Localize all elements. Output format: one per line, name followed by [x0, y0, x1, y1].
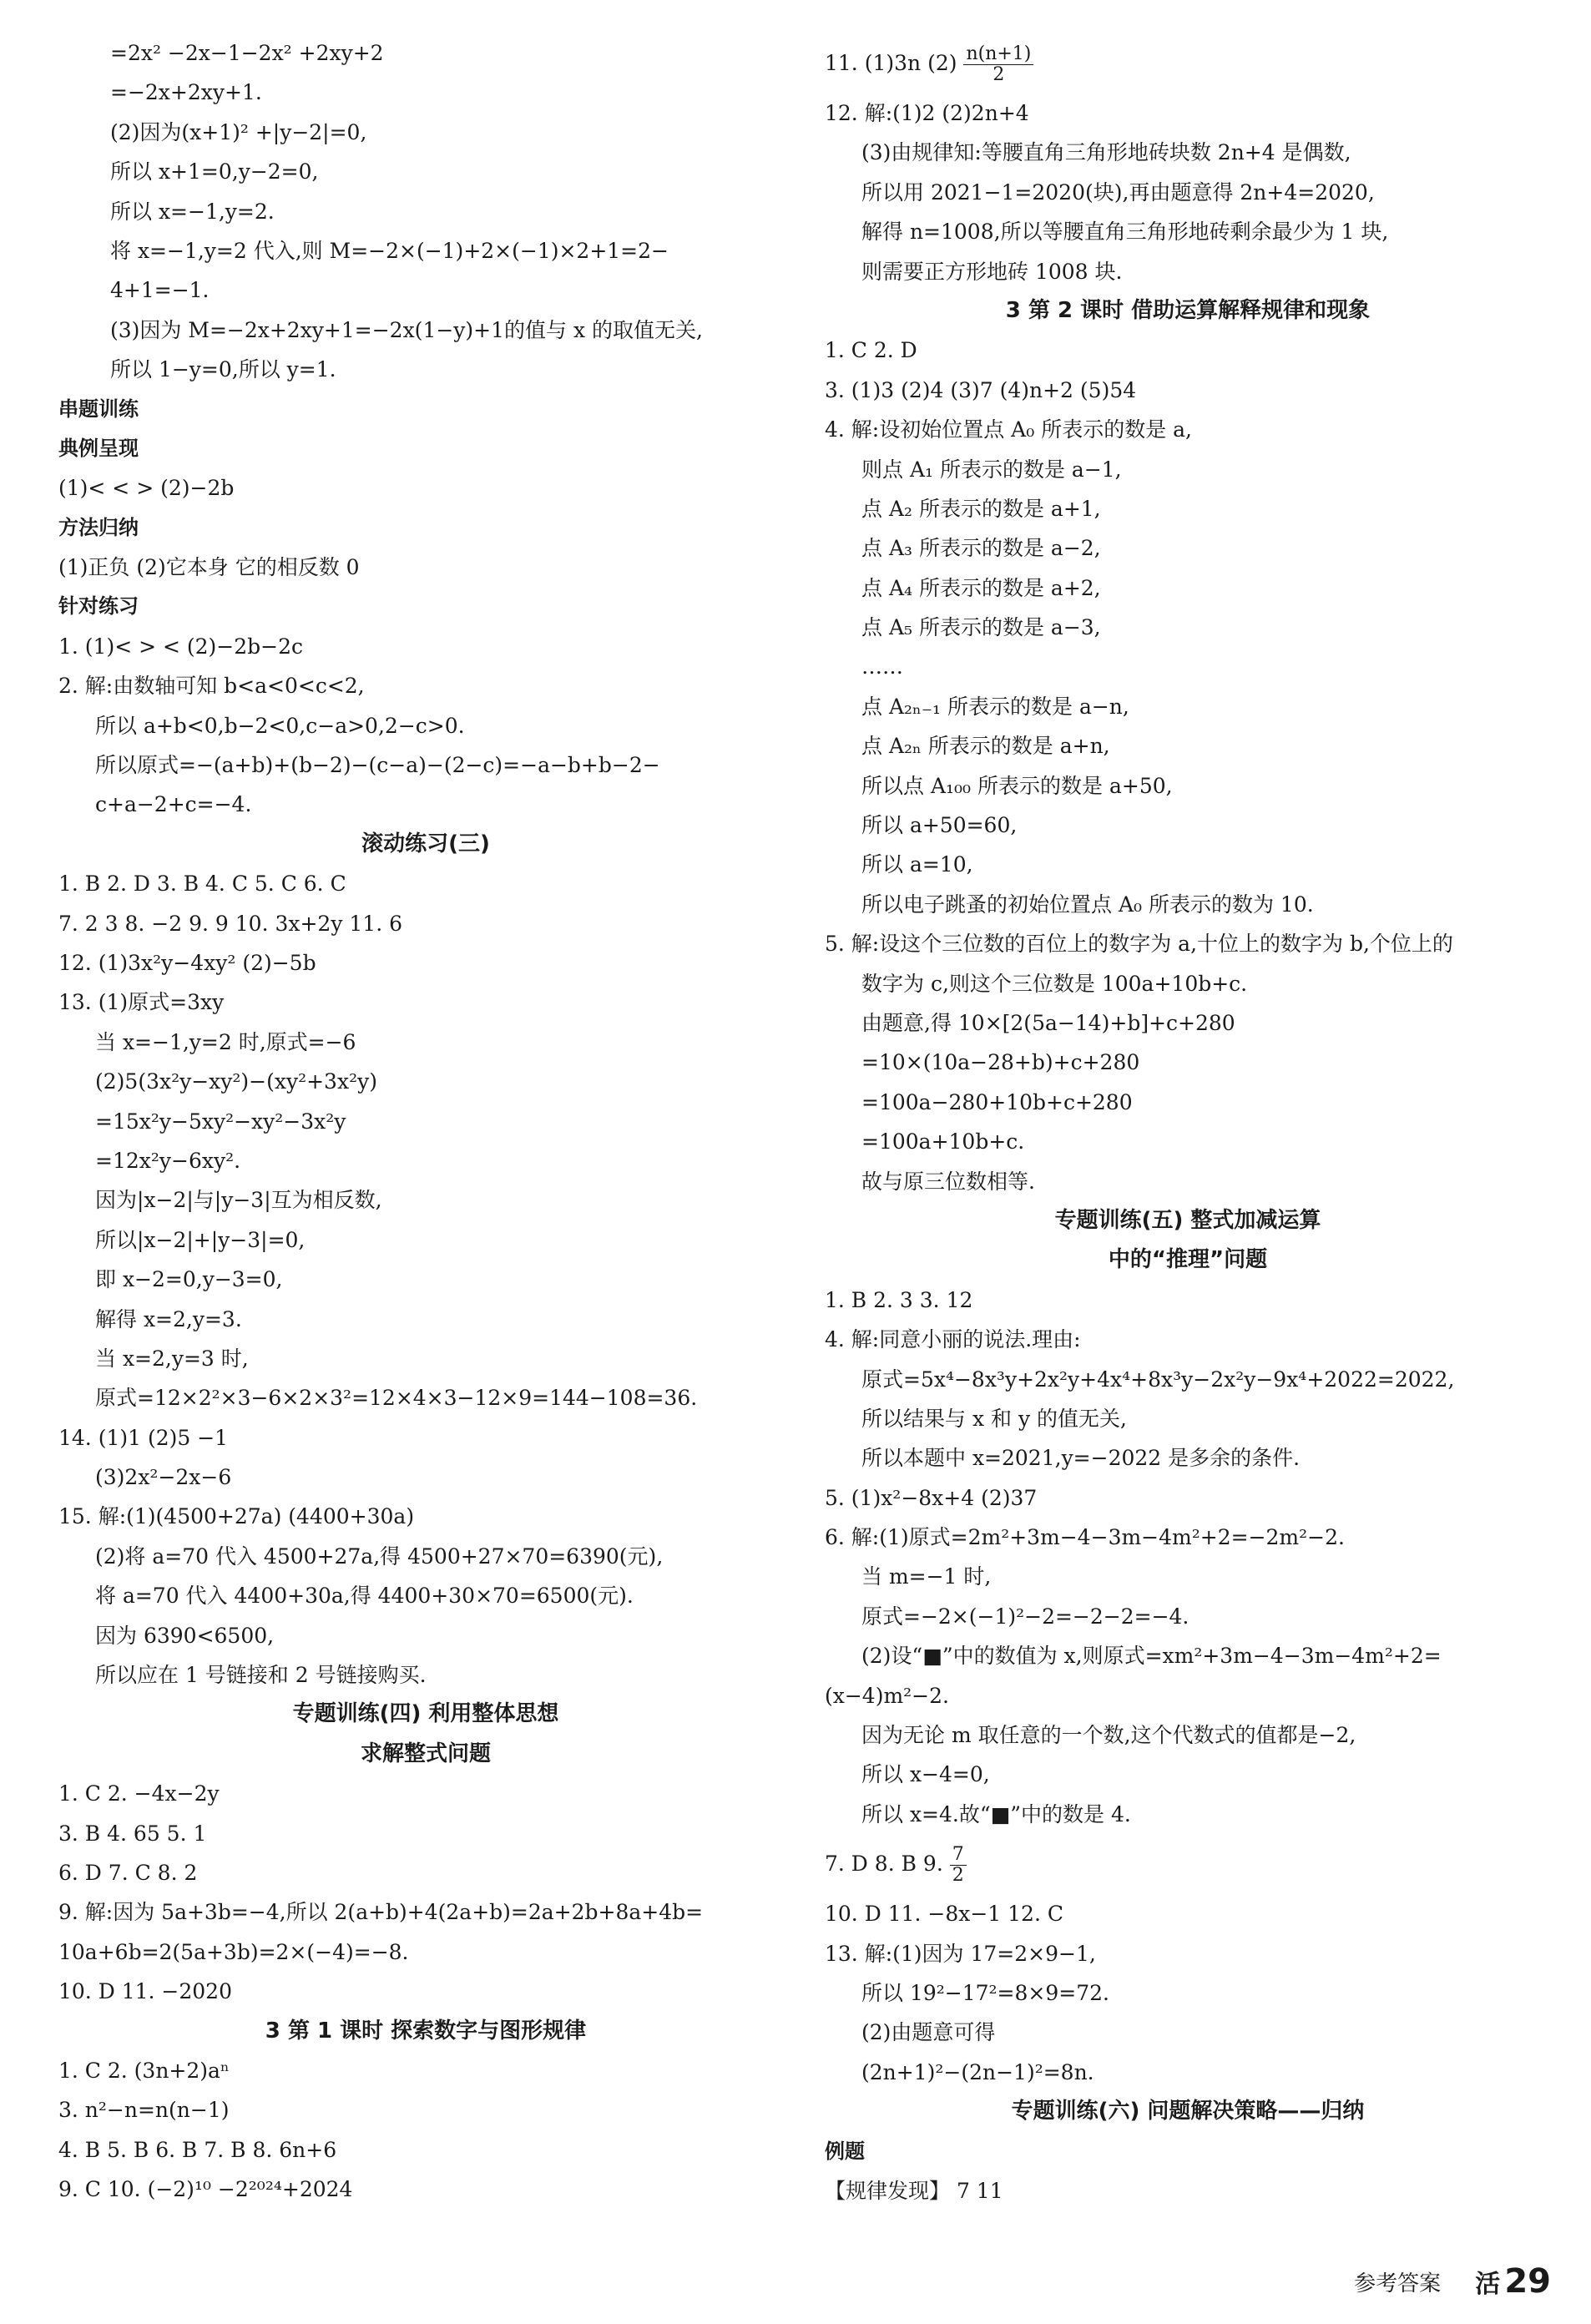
footer-brand: 活 [1475, 2270, 1501, 2299]
text-line: 即 x−2=0,y−3=0, [95, 1267, 283, 1292]
text-line: =15x²y−5xy²−xy²−3x²y [95, 1109, 346, 1134]
answer-item: 9. 解:因为 5a+3b=−4,所以 2(a+b)+4(2a+b)=2a+2b+8a+4b= [58, 1900, 704, 1925]
text-line: 所以 a+b<0,b−2<0,c−a>0,2−c>0. [95, 713, 465, 738]
answer-item: 7. 2 3 8. −2 9. 9 10. 3x+2y 11. 6 [58, 911, 402, 936]
text-line: 所以 a=10, [861, 852, 973, 877]
text-line: =−2x+2xy+1. [110, 80, 262, 105]
text-line: 原式=12×2²×3−6×2×3²=12×4×3−12×9=144−108=36. [95, 1386, 698, 1411]
section-heading: 专题训练(五) 整式加减运算 [1054, 1207, 1321, 1233]
text-line: =10×(10a−28+b)+c+280 [861, 1050, 1140, 1075]
answer-item: 1. C 2. (3n+2)aⁿ [58, 2058, 230, 2083]
text-line: 当 x=2,y=3 时, [95, 1346, 249, 1371]
text-line: 所以用 2021−1=2020(块),再由题意得 2n+4=2020, [861, 179, 1375, 205]
answer-item [825, 1834, 1551, 1894]
answer-item: 3. (1)3 (2)4 (3)7 (4)n+2 (5)54 [825, 377, 1137, 402]
answer-item: 14. (1)1 (2)5 −1 [58, 1425, 229, 1450]
text-line: 所以|x−2|+|y−3|=0, [95, 1227, 306, 1252]
text-line: 因为无论 m 取任意的一个数,这个代数式的值都是−2, [861, 1723, 1356, 1748]
answer-item: 4. 解:设初始位置点 A₀ 所表示的数是 a, [825, 417, 1192, 442]
text-line: 点 A₅ 所表示的数是 a−3, [861, 615, 1101, 640]
section-heading: 求解整式问题 [360, 1740, 491, 1766]
answer-item: 10. D 11. −2020 [58, 1979, 232, 2004]
page-number: 29 [1504, 2262, 1551, 2301]
text-line: (2)5(3x²y−xy²)−(xy²+3x²y) [95, 1069, 377, 1094]
text-line: 所以 x=4.故“■”中的数是 4. [861, 1801, 1131, 1826]
answer-item: 2. 解:由数轴可知 b<a<0<c<2, [58, 674, 365, 699]
fraction-denominator: 2 [992, 64, 1005, 85]
text-line: (2)设“■”中的数值为 x,则原式=xm²+3m−4−3m−4m²+2= [861, 1644, 1442, 1669]
answer-item: 3. B 4. 65 5. 1 [58, 1821, 207, 1846]
section-heading: 3 第 2 课时 借助运算解释规律和现象 [1005, 297, 1371, 323]
text-line: =2x² −2x−1−2x² +2xy+2 [110, 41, 384, 65]
section-label: 方法归纳 [58, 515, 139, 539]
fraction-denominator: 2 [952, 1865, 964, 1887]
answer-item-text: 7. D 8. B 9. [825, 1852, 950, 1877]
text-line: 点 A₂ₙ₋₁ 所表示的数是 a−n, [861, 694, 1129, 719]
text-line: 因为|x−2|与|y−3|互为相反数, [95, 1188, 382, 1213]
text-line: 所以 a+50=60, [861, 813, 1018, 838]
section-heading: 3 第 1 课时 探索数字与图形规律 [265, 2018, 587, 2044]
answer-item: 15. 解:(1)(4500+27a) (4400+30a) [58, 1504, 415, 1529]
section-heading: 中的“推理”问题 [1108, 1247, 1268, 1273]
fraction-numerator: n(n+1) [963, 44, 1033, 65]
text-line: 4+1=−1. [110, 278, 210, 303]
text-line: 当 m=−1 时, [861, 1564, 992, 1589]
fraction [950, 1845, 967, 1886]
page-footer [1354, 2262, 1551, 2301]
text-line: =100a+10b+c. [861, 1129, 1025, 1154]
text-line: 故与原三位数相等. [861, 1169, 1035, 1194]
answer-item: 4. 解:同意小丽的说法.理由: [825, 1327, 1081, 1352]
answer-item: 9. C 10. (−2)¹⁰ −2²⁰²⁴+2024 [58, 2177, 353, 2202]
text-line: 数字为 c,则这个三位数是 100a+10b+c. [861, 971, 1248, 996]
footer-label: 参考答案 [1354, 2271, 1442, 2296]
text-line: 原式=5x⁴−8x³y+2x²y+4x⁴+8x³y−2x²y−9x⁴+2022=2022, [861, 1367, 1455, 1392]
text-line: 10a+6b=2(5a+3b)=2×(−4)=−8. [58, 1939, 409, 1964]
text-line: 由题意,得 10×[2(5a−14)+b]+c+280 [861, 1010, 1235, 1035]
text-line: (1)< < > (2)−2b [58, 476, 235, 501]
answer-item: 12. (1)3x²y−4xy² (2)−5b [58, 950, 316, 975]
answer-item: 3. n²−n=n(n−1) [58, 2098, 230, 2123]
answer-item: 1. (1)< > < (2)−2b−2c [58, 634, 304, 659]
fraction [963, 44, 1033, 85]
answer-item: 5. (1)x²−8x+4 (2)37 [825, 1485, 1038, 1510]
left-column [58, 33, 793, 2209]
text-line: (1)正负 (2)它本身 它的相反数 0 [58, 555, 360, 580]
text-line: (3)因为 M=−2x+2xy+1=−2x(1−y)+1的值与 x 的取值无关, [110, 317, 703, 342]
text-line: 解得 x=2,y=3. [95, 1306, 242, 1331]
text-line: (2)将 a=70 代入 4500+27a,得 4500+27×70=6390(元), [95, 1543, 664, 1569]
section-label: 针对练习 [58, 594, 139, 619]
answer-item: 6. D 7. C 8. 2 [58, 1860, 198, 1885]
text-line: c+a−2+c=−4. [95, 792, 252, 817]
answer-item: 13. 解:(1)因为 17=2×9−1, [825, 1941, 1096, 1966]
text-line: 原式=−2×(−1)²−2=−2−2=−4. [861, 1604, 1189, 1629]
section-heading: 专题训练(四) 利用整体思想 [292, 1701, 559, 1727]
text-line: (3)2x²−2x−6 [95, 1465, 232, 1490]
text-line: 所以 1−y=0,所以 y=1. [110, 357, 336, 382]
answer-item: 【规律发现】 7 11 [825, 2178, 1003, 2203]
section-heading: 滚动练习(三) [361, 831, 490, 856]
text-line: 所以 x+1=0,y−2=0, [110, 159, 319, 184]
text-line: 将 a=70 代入 4400+30a,得 4400+30×70=6500(元). [95, 1584, 634, 1609]
answer-item: 12. 解:(1)2 (2)2n+4 [825, 101, 1029, 125]
text-line: 所以应在 1 号链接和 2 号链接购买. [95, 1663, 427, 1688]
text-line: …… [861, 654, 903, 680]
answer-item [825, 33, 1551, 93]
text-line: 所以原式=−(a+b)+(b−2)−(c−a)−(2−c)=−a−b+b−2− [95, 753, 660, 778]
text-line: 则点 A₁ 所表示的数是 a−1, [861, 457, 1122, 482]
text-line: 所以本题中 x=2021,y=−2022 是多余的条件. [861, 1446, 1301, 1471]
text-line: 则需要正方形地砖 1008 块. [861, 259, 1123, 284]
section-label: 例题 [825, 2139, 865, 2163]
text-line: 所以结果与 x 和 y 的值无关, [861, 1406, 1127, 1431]
text-line: (2n+1)²−(2n−1)²=8n. [861, 2059, 1094, 2084]
answer-item: 6. 解:(1)原式=2m²+3m−4−3m−4m²+2=−2m²−2. [825, 1525, 1345, 1550]
fraction-numerator: 7 [950, 1845, 967, 1866]
section-label: 典例呈现 [58, 436, 139, 460]
text-line: 所以电子跳蚤的初始位置点 A₀ 所表示的数为 10. [861, 892, 1314, 917]
text-line: (2)由题意可得 [861, 2020, 996, 2045]
text-line: (2)因为(x+1)² +|y−2|=0, [110, 119, 367, 144]
section-label: 串题训练 [58, 397, 139, 421]
text-line: 点 A₂ 所表示的数是 a+1, [861, 496, 1101, 521]
text-line: 所以 x=−1,y=2. [110, 199, 275, 224]
answer-item: 13. (1)原式=3xy [58, 990, 225, 1015]
answer-item-text: 11. (1)3n (2) [825, 51, 957, 75]
right-column [825, 33, 1551, 2210]
text-line: =100a−280+10b+c+280 [861, 1089, 1133, 1114]
answer-item: 4. B 5. B 6. B 7. B 8. 6n+6 [58, 2137, 337, 2162]
text-line: (x−4)m²−2. [825, 1683, 949, 1708]
text-line: 当 x=−1,y=2 时,原式=−6 [95, 1029, 356, 1054]
answer-item: 5. 解:设这个三位数的百位上的数字为 a,十位上的数字为 b,个位上的 [825, 932, 1453, 957]
text-line: 解得 n=1008,所以等腰直角三角形地砖剩余最少为 1 块, [861, 220, 1389, 245]
text-line: 将 x=−1,y=2 代入,则 M=−2×(−1)+2×(−1)×2+1=2− [110, 238, 669, 263]
text-line: 所以点 A₁₀₀ 所表示的数是 a+50, [861, 773, 1173, 798]
text-line: 点 A₂ₙ 所表示的数是 a+n, [861, 734, 1110, 759]
answer-item: 1. B 2. D 3. B 4. C 5. C 6. C [58, 872, 346, 897]
text-line: 所以 x−4=0, [861, 1762, 990, 1787]
text-line: (3)由规律知:等腰直角三角形地砖块数 2n+4 是偶数, [861, 140, 1351, 165]
section-heading: 专题训练(六) 问题解决策略——归纳 [1011, 2099, 1365, 2124]
answer-item: 1. B 2. 3 3. 12 [825, 1287, 973, 1312]
text-line: =12x²y−6xy². [95, 1148, 241, 1173]
answer-item: 1. C 2. −4x−2y [58, 1781, 220, 1806]
text-line: 点 A₄ 所表示的数是 a+2, [861, 575, 1101, 600]
answer-item: 10. D 11. −8x−1 12. C [825, 1902, 1063, 1927]
text-line: 点 A₃ 所表示的数是 a−2, [861, 536, 1101, 561]
text-line: 因为 6390<6500, [95, 1623, 275, 1648]
text-line: 所以 19²−17²=8×9=72. [861, 1980, 1109, 2005]
answer-item: 1. C 2. D [825, 338, 917, 363]
